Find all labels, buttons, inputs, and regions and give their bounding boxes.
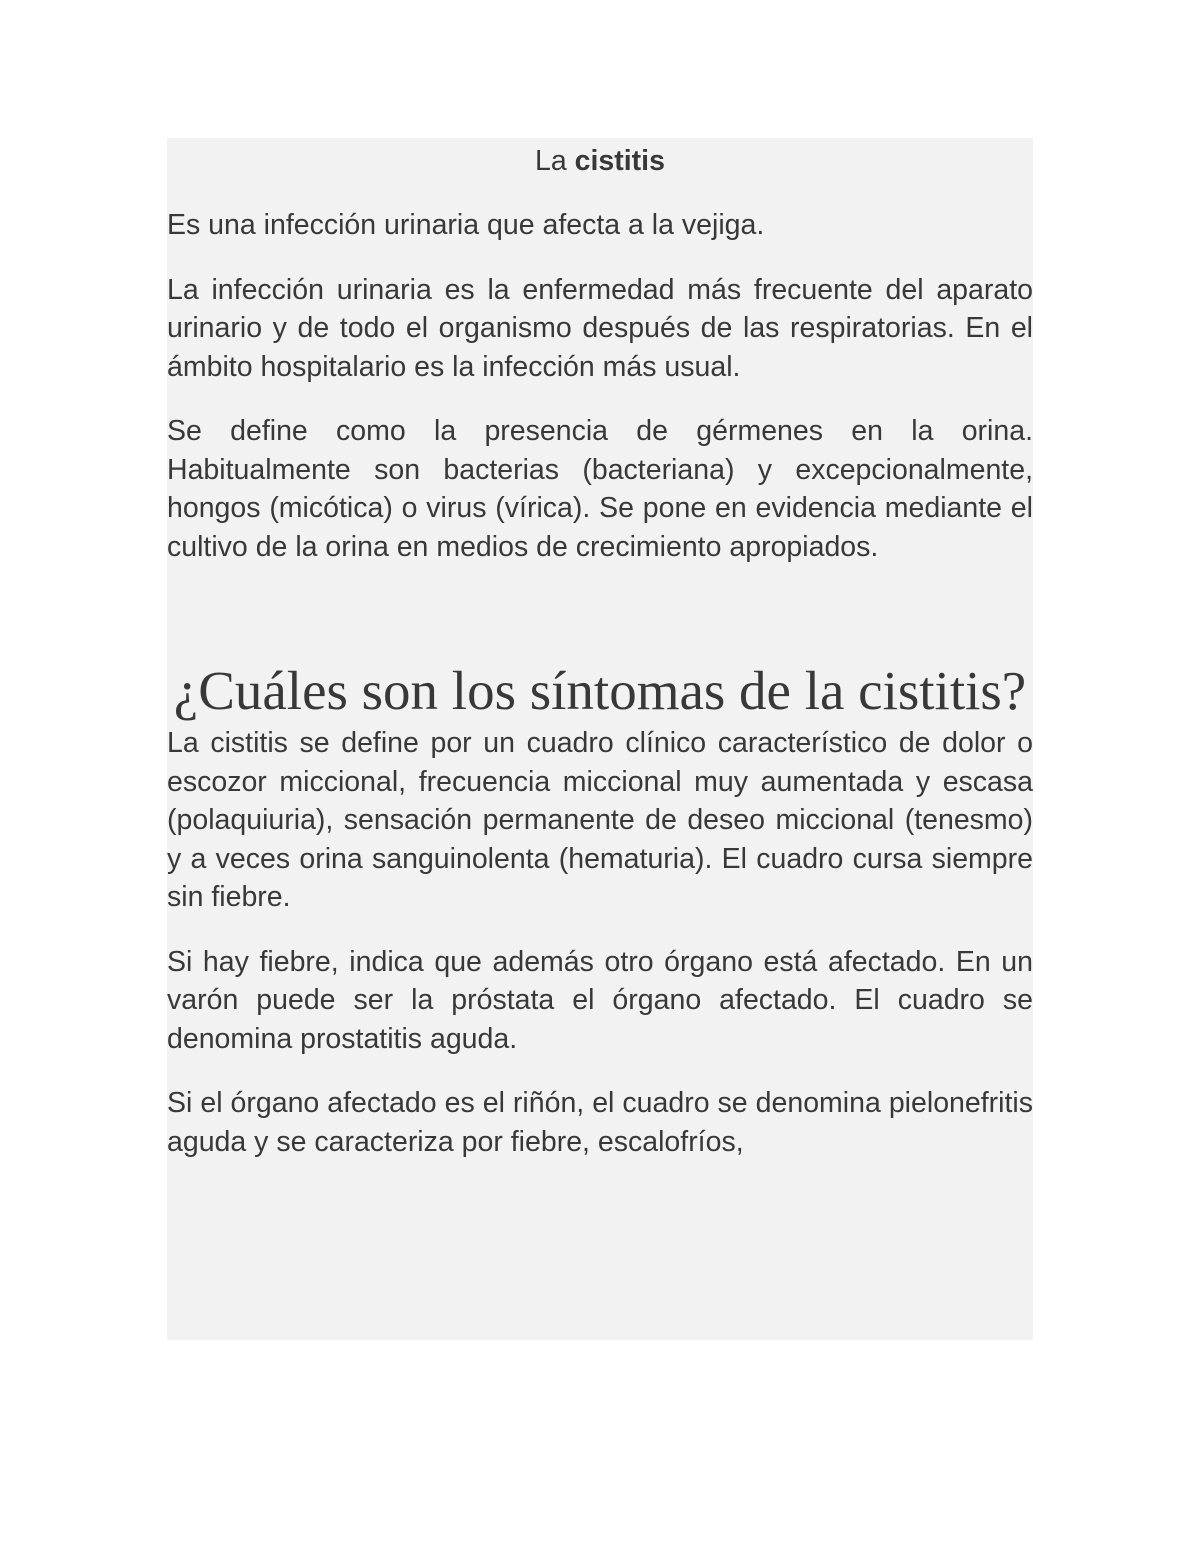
section-heading: ¿Cuáles son los síntomas de la cistitis? bbox=[173, 660, 1027, 721]
title-bold: cistitis bbox=[574, 145, 665, 177]
document-title bbox=[167, 140, 1033, 182]
paragraph-definition: Es una infección urinaria que afecta a la vejiga. bbox=[167, 209, 765, 241]
paragraph-germs: Se define como la presencia de gérmenes en la orina. Habitualmente son bacterias (bacteriana) y excepcionalmente, hongos (micótica) o virus (vírica). Se pone en evidencia mediante el cultivo de la orina en medios de crecimiento apropiados. bbox=[167, 415, 1033, 563]
paragraph-kidney: Si el órgano afectado es el riñón, el cuadro se denomina pielonefritis aguda y se caracteriza por fiebre, escalofríos, bbox=[167, 1087, 1033, 1158]
paragraph-symptoms: La cistitis se define por un cuadro clínico característico de dolor o escozor miccional, frecuencia miccional muy aumentada y escasa (polaquiuria), sensación permanente de deseo miccional (tenesmo) y a veces orina sanguinolenta (hematuria). El cuadro cursa siempre sin fiebre. bbox=[167, 727, 1033, 913]
paragraph-frequency: La infección urinaria es la enfermedad más frecuente del aparato urinario y de todo el organismo después de las respiratorias. En el ámbito hospitalario es la infección más usual. bbox=[167, 273, 1033, 383]
document-content bbox=[167, 138, 1033, 1187]
title-prefix: La bbox=[535, 145, 567, 177]
paragraph-fever: Si hay fiebre, indica que además otro órgano está afectado. En un varón puede ser la próstata el órgano afectado. El cuadro se denomina prostatitis aguda. bbox=[167, 945, 1033, 1055]
